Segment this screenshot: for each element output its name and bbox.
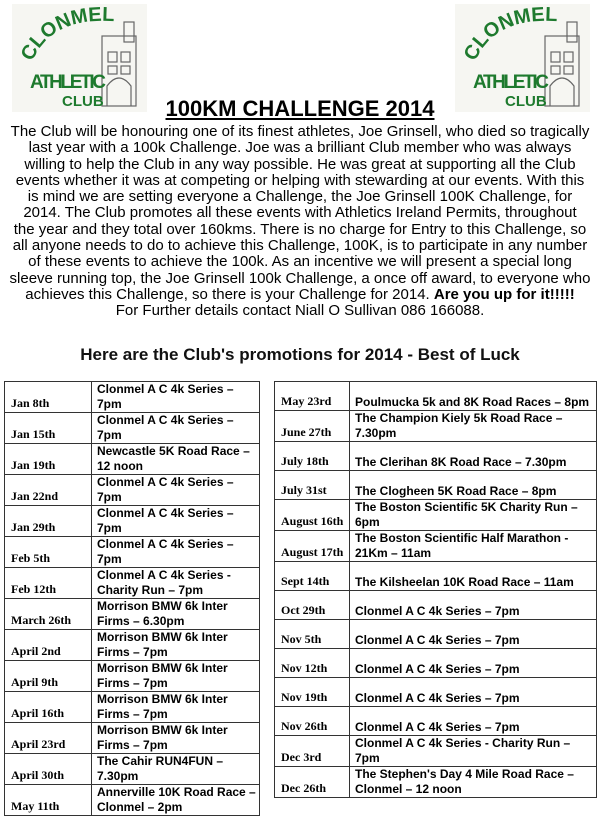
event-row (5, 382, 260, 413)
title-text: 100KM CHALLENGE 2014 (165, 96, 435, 121)
event-row (5, 475, 260, 506)
event-date: August 16th (275, 500, 350, 531)
event-row (5, 413, 260, 444)
event-date: April 16th (5, 692, 92, 723)
event-name: Clonmel A C 4k Series – 7pm (92, 413, 260, 444)
event-date: Jan 19th (5, 444, 92, 475)
event-date: April 23rd (5, 723, 92, 754)
event-date: May 11th (5, 785, 92, 816)
event-row (275, 591, 597, 620)
event-name: Clonmel A C 4k Series – 7pm (92, 506, 260, 537)
event-date: Feb 12th (5, 568, 92, 599)
paragraph-line: willing to help the Club in any way possible. He was great at supporting all the Club (24, 155, 576, 173)
paragraph-line: The Club will be honouring one of its finest athletes, Joe Grinsell, who died so tragically (10, 123, 590, 140)
event-name: Clonmel A C 4k Series – 7pm (92, 475, 260, 506)
paragraph-line: of these events to achieve the 100k. As an incentive we will present a special long (28, 253, 572, 271)
svg-text:CLUB: CLUB (62, 93, 104, 110)
event-date: Nov 19th (275, 678, 350, 707)
paragraph-line: is mind we are setting everyone a Challenge, the Joe Grinsell 100K Challenge, for (27, 188, 573, 206)
event-name: Clonmel A C 4k Series – 7pm (350, 620, 597, 649)
event-name: Clonmel A C 4k Series - Charity Run – 7pm (92, 568, 260, 599)
event-date: Feb 5th (5, 537, 92, 568)
event-row (275, 649, 597, 678)
event-date: August 17th (275, 531, 350, 562)
event-row (5, 661, 260, 692)
event-row (275, 411, 597, 442)
paragraph-text: achieves this Challenge, so there is your Challenge for 2014. (25, 285, 434, 303)
event-row (5, 444, 260, 475)
event-name: Clonmel A C 4k Series – 7pm (350, 591, 597, 620)
svg-text:CLONMEL: CLONMEL (16, 4, 115, 65)
event-date: June 27th (275, 411, 350, 442)
event-row (275, 736, 597, 767)
paragraph-line-11 (0, 287, 600, 303)
event-row (5, 537, 260, 568)
promotions-heading: Here are the Club's promotions for 2014 - Best of Luck (80, 345, 520, 364)
event-row (275, 442, 597, 471)
event-name: The Champion Kiely 5k Road Race – 7.30pm (350, 411, 597, 442)
event-date: Dec 26th (275, 767, 350, 798)
event-date: April 30th (5, 754, 92, 785)
event-name: The Stephen's Day 4 Mile Road Race – Clonmel – 12 noon (350, 767, 597, 798)
svg-text:CLUB: CLUB (505, 93, 547, 110)
event-date: Jan 29th (5, 506, 92, 537)
event-row (5, 785, 260, 816)
event-name: Clonmel A C 4k Series - Charity Run – 7pm (350, 736, 597, 767)
event-row (275, 767, 597, 798)
event-name: Annerville 10K Road Race – Clonmel – 2pm (92, 785, 260, 816)
event-row (275, 471, 597, 500)
event-date: Jan 8th (5, 382, 92, 413)
event-date: April 9th (5, 661, 92, 692)
event-row (275, 562, 597, 591)
paragraph-line: the year and they total over 160kms. There is no charge for Entry to this Challenge, so (13, 220, 587, 238)
event-date: Nov 12th (275, 649, 350, 678)
event-name: Morrison BMW 6k Inter Firms – 6.30pm (92, 599, 260, 630)
event-name: Morrison BMW 6k Inter Firms – 7pm (92, 630, 260, 661)
paragraph-line: 2014. The Club promotes all these events with Athletics Ireland Permits, throughout (23, 204, 577, 222)
intro-paragraph (0, 124, 600, 320)
event-name: The Clogheen 5K Road Race – 8pm (350, 471, 597, 500)
event-row (5, 723, 260, 754)
event-name: Morrison BMW 6k Inter Firms – 7pm (92, 692, 260, 723)
event-date: Oct 29th (275, 591, 350, 620)
event-date: April 2nd (5, 630, 92, 661)
event-date: May 23rd (275, 382, 350, 411)
event-date: Nov 5th (275, 620, 350, 649)
event-row (275, 620, 597, 649)
event-name: Clonmel A C 4k Series – 7pm (350, 707, 597, 736)
event-row (5, 630, 260, 661)
event-row (5, 599, 260, 630)
page-title (0, 96, 600, 122)
paragraph-line: events whether it was at competing or helping with stewarding at our events. With this (15, 171, 585, 189)
event-name: Morrison BMW 6k Inter Firms – 7pm (92, 661, 260, 692)
paragraph-line: last year with a 100k Challenge. Joe was a brilliant Club member who was always (28, 139, 572, 157)
event-name: Clonmel A C 4k Series – 7pm (350, 649, 597, 678)
event-name: Clonmel A C 4k Series – 7pm (350, 678, 597, 707)
event-row (5, 568, 260, 599)
event-row (5, 754, 260, 785)
event-row (275, 382, 597, 411)
events-table-left (4, 381, 260, 816)
event-date: Dec 3rd (275, 736, 350, 767)
event-name: Poulmucka 5k and 8K Road Races – 8pm (350, 382, 597, 411)
event-date: Jan 15th (5, 413, 92, 444)
event-name: The Cahir RUN4FUN – 7.30pm (92, 754, 260, 785)
event-row (5, 506, 260, 537)
event-name: Clonmel A C 4k Series – 7pm (92, 382, 260, 413)
event-row (275, 707, 597, 736)
event-name: The Boston Scientific 5K Charity Run – 6pm (350, 500, 597, 531)
event-date: Nov 26th (275, 707, 350, 736)
paragraph-line: all anyone needs to do to achieve this Challenge, 100K, is to participate in any number (12, 237, 588, 255)
svg-text:ATHLETIC: ATHLETIC (473, 72, 549, 93)
event-date: July 18th (275, 442, 350, 471)
contact-line: For Further details contact Niall O Sullivan 086 166088. (115, 302, 485, 320)
event-date: March 26th (5, 599, 92, 630)
svg-text:CLONMEL: CLONMEL (459, 4, 558, 65)
paragraph-bold-text: Are you up for it!!!!! (433, 285, 575, 303)
event-name: Newcastle 5K Road Race – 12 noon (92, 444, 260, 475)
event-name: The Clerihan 8K Road Race – 7.30pm (350, 442, 597, 471)
event-row (275, 678, 597, 707)
event-date: Sept 14th (275, 562, 350, 591)
event-name: Clonmel A C 4k Series – 7pm (92, 537, 260, 568)
event-date: July 31st (275, 471, 350, 500)
event-row (275, 500, 597, 531)
event-name: Morrison BMW 6k Inter Firms – 7pm (92, 723, 260, 754)
event-row (275, 531, 597, 562)
event-row (5, 692, 260, 723)
event-name: The Kilsheelan 10K Road Race – 11am (350, 562, 597, 591)
event-name: The Boston Scientific Half Marathon - 21Km – 11am (350, 531, 597, 562)
paragraph-line: sleeve running top, the Joe Grinsell 100k Challenge, a once off award, to everyone who (9, 269, 591, 287)
events-table-right (274, 381, 597, 798)
event-date: Jan 22nd (5, 475, 92, 506)
svg-text:ATHLETIC: ATHLETIC (30, 72, 106, 93)
